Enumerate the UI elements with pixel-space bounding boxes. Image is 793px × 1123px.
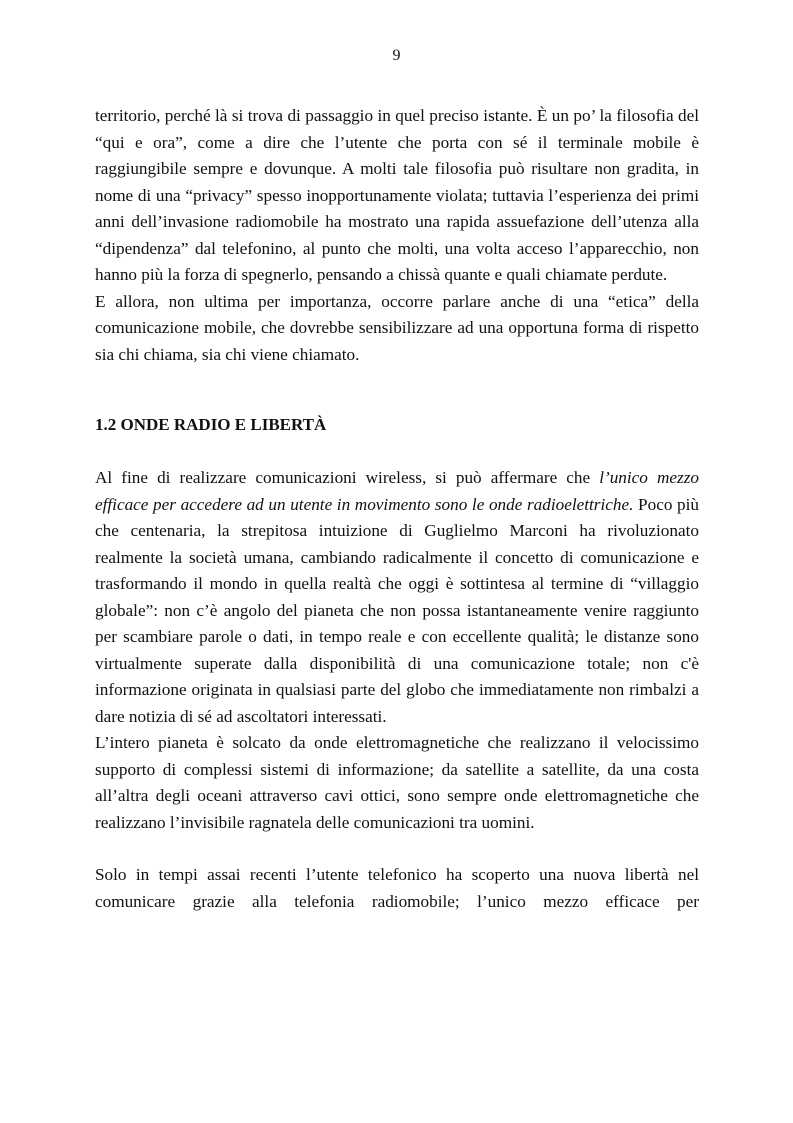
section-heading: 1.2 ONDE RADIO E LIBERTÀ: [95, 415, 327, 434]
paragraph-onde-radio: [95, 465, 699, 730]
paragraph-qui-e-ora: territorio, perché là si trova di passaggio in quel preciso istante. È un po’ la filosofia del “qui e ora”, come a dire che l’utente che porta con sé il terminale mobile è raggiungibile sempre e dovunque. A molti tale filosofia può risultare non gradita, in nome di una “privacy” spesso inopportunamente violata; tuttavia l’esperienza dei primi anni dell’invasione radiomobile ha mostrato una rapida assuefazione dell’utenza alla “dipendenza” dal telefonino, al punto che molti, una volta acceso l’apparecchio, non hanno più la forza di spegnerlo, pensando a chissà quante e quali chiamate perdute.: [95, 106, 699, 284]
emphasis-unico-mezzo: l’unico mezzo efficace per accedere ad un utente in movimento sono le onde radioelettriche.: [95, 468, 699, 514]
paragraph-onde-elettromagnetiche: L’intero pianeta è solcato da onde elettromagnetiche che realizzano il velocissimo supporto di complessi sistemi di informazione; da satellite a satellite, da una costa all’altra degli oceani attraverso cavi ottici, sono sempre onde elettromagnetiche che realizzano l’invisibile ragnatela delle comunicazioni tra uomini.: [95, 733, 699, 832]
page-number: 9: [392, 47, 401, 64]
paragraph-onde-radio-body: Poco più che centenaria, la strepitosa intuizione di Guglielmo Marconi ha rivoluzionato realmente la società umana, cambiando radicalmente il concetto di comunicazione e trasformando il mondo in quella realtà che oggi è sottintesa al termine di “villaggio globale”: non c’è angolo del pianeta che non possa istantaneamente venire raggiunto per scambiare parole o dati, in tempo reale e con eccellente qualità; le distanze sono virtualmente superate dalla disponibilità di una comunicazione totale; non c'è informazione originata in qualsiasi parte del globo che immediatamente non rimbalzi a dare notizia di sé ad ascoltatori interessati.: [95, 494, 699, 726]
paragraph-onde-radio-lead: Al fine di realizzare comunicazioni wireless, si può affermare che: [95, 468, 600, 487]
page-body: [95, 103, 699, 915]
paragraph-etica: E allora, non ultima per importanza, occorre parlare anche di una “etica” della comunicazione mobile, che dovrebbe sensibilizzare ad una opportuna forma di rispetto sia chi chiama, sia chi viene chiamato.: [95, 291, 699, 364]
paragraph-telefonia-radiomobile: Solo in tempi assai recenti l’utente telefonico ha scoperto una nuova libertà nel comunicare grazie alla telefonia radiomobile; l’unico mezzo efficace per: [95, 865, 699, 911]
